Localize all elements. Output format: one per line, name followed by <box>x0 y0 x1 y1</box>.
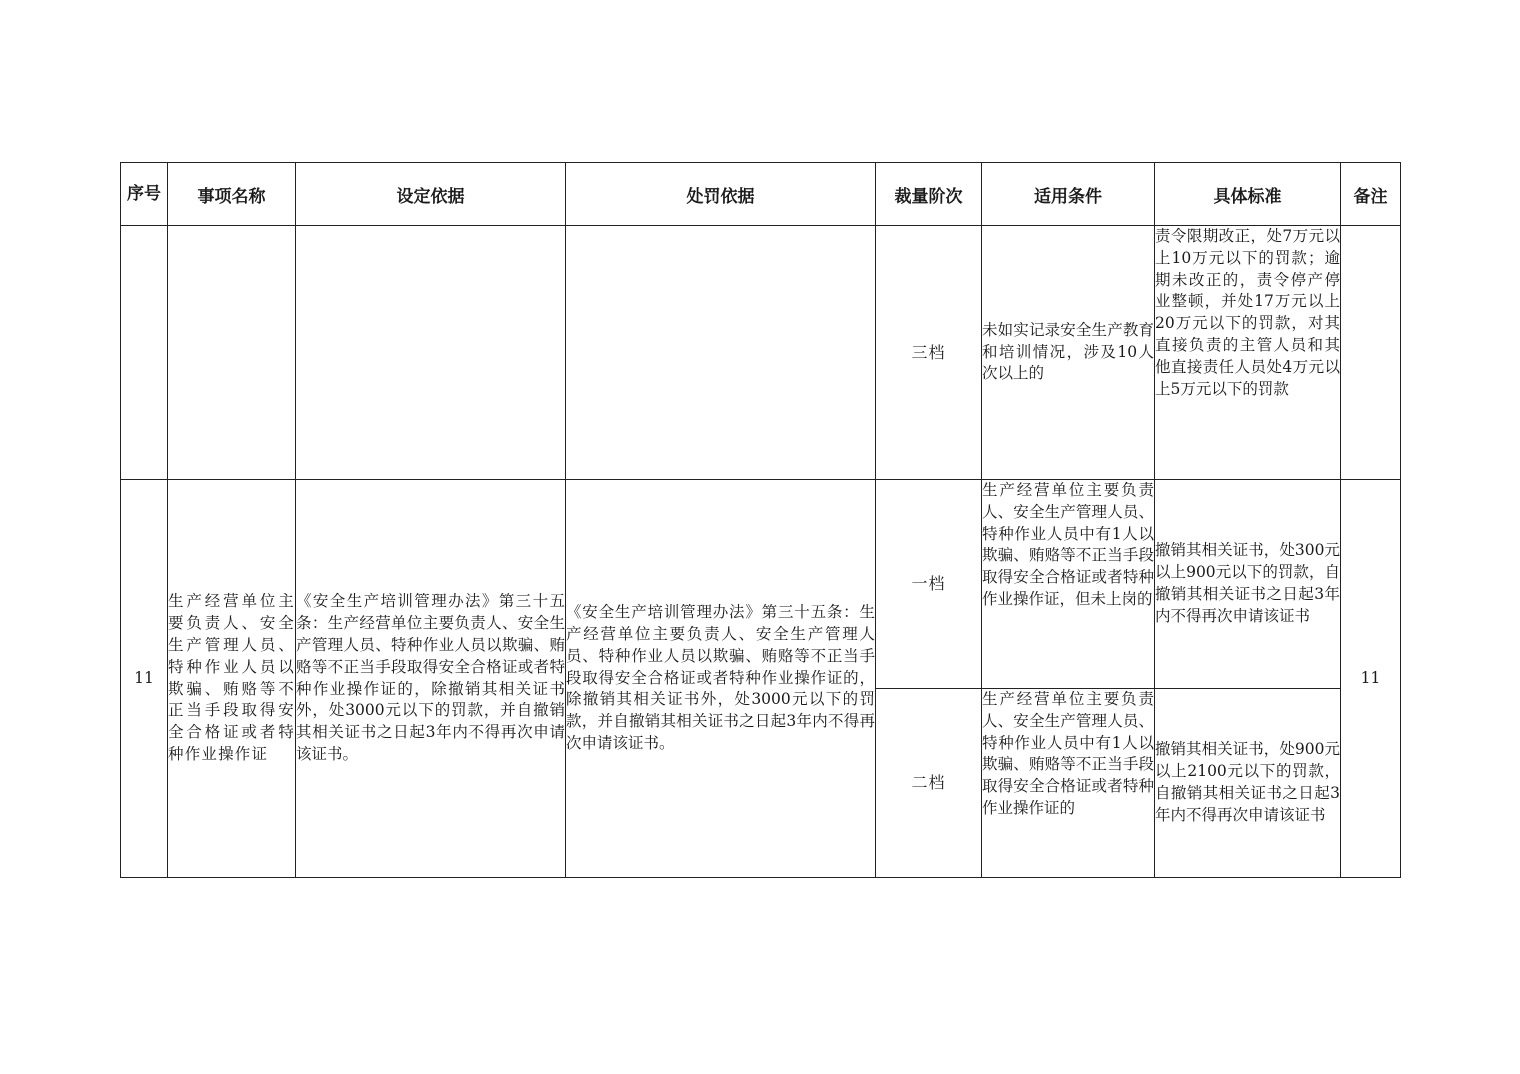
header-basis-set: 设定依据 <box>296 163 566 226</box>
cell-basis-set: 《安全生产培训管理办法》第三十五条：生产经营单位主要负责人、安全生产管理人员、特种作业人员以欺骗、贿赂等不正当手段取得安全合格证或者特种作业操作证的，除撤销其相关证书外，处3000元以下的罚款，并自撤销其相关证书之日起3年内不得再次申请该证书。 <box>296 480 566 878</box>
cell-condition: 生产经营单位主要负责人、安全生产管理人员、特种作业人员中有1人以欺骗、贿赂等不正当手段取得安全合格证或者特种作业操作证，但未上岗的 <box>982 480 1155 689</box>
cell-basis-penalty: 《安全生产培训管理办法》第三十五条：生产经营单位主要负责人、安全生产管理人员、特种作业人员以欺骗、贿赂等不正当手段取得安全合格证或者特种作业操作证的，除撤销其相关证书外，处3000元以下的罚款，并自撤销其相关证书之日起3年内不得再次申请该证书。 <box>566 480 876 878</box>
cell-standard: 撤销其相关证书，处900元以上2100元以下的罚款，自撤销其相关证书之日起3年内不得再次申请该证书 <box>1155 689 1341 878</box>
cell-standard: 撤销其相关证书，处300元以上900元以下的罚款，自撤销其相关证书之日起3年内不得再次申请该证书 <box>1155 480 1341 689</box>
cell-seq: 11 <box>121 480 168 878</box>
header-seq-label: 序号 <box>127 184 161 204</box>
penalty-discretion-table <box>120 162 1401 878</box>
table-header-row <box>121 163 1401 226</box>
header-basis-penalty: 处罚依据 <box>566 163 876 226</box>
header-standard: 具体标准 <box>1155 163 1341 226</box>
header-seq <box>121 163 168 226</box>
header-remark: 备注 <box>1341 163 1401 226</box>
table-row <box>121 226 1401 480</box>
cell-name-empty <box>168 226 296 480</box>
cell-remark: 11 <box>1341 480 1401 878</box>
header-condition: 适用条件 <box>982 163 1155 226</box>
cell-standard: 责令限期改正，处7万元以上10万元以下的罚款；逾期未改正的，责令停产停业整顿，并处17万元以上20万元以下的罚款，对其直接负责的主管人员和其他直接责任人员处4万元以上5万元以下的罚款 <box>1155 226 1341 480</box>
cell-level: 二档 <box>876 689 982 878</box>
cell-basis-set-empty <box>296 226 566 480</box>
table-row <box>121 480 1401 689</box>
cell-basis-penalty-empty <box>566 226 876 480</box>
header-level: 裁量阶次 <box>876 163 982 226</box>
cell-name: 生产经营单位主要负责人、安全生产管理人员、特种作业人员以欺骗、贿赂等不正当手段取得安全合格证或者特种作业操作证 <box>168 480 296 878</box>
header-name: 事项名称 <box>168 163 296 226</box>
cell-seq-empty <box>121 226 168 480</box>
cell-remark-empty <box>1341 226 1401 480</box>
cell-condition: 生产经营单位主要负责人、安全生产管理人员、特种作业人员中有1人以欺骗、贿赂等不正当手段取得安全合格证或者特种作业操作证的 <box>982 689 1155 878</box>
cell-level: 三档 <box>876 226 982 480</box>
cell-condition: 未如实记录安全生产教育和培训情况，涉及10人次以上的 <box>982 226 1155 480</box>
cell-level: 一档 <box>876 480 982 689</box>
